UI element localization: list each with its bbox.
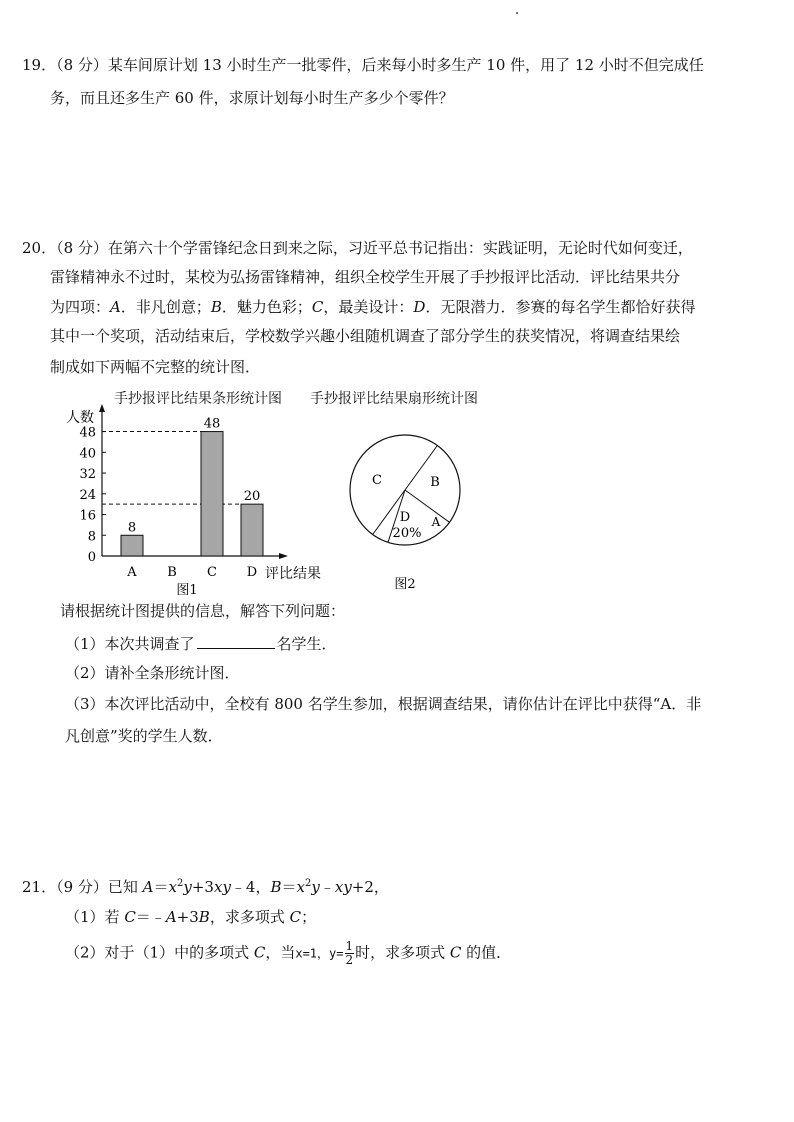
x-tick-label: A <box>127 565 137 580</box>
q20-sub3-line-1: （3）本次评比活动中，全校有 800 名学生参加，根据调查结果，请你估计在评比中获得“A．非 <box>65 695 702 713</box>
pie-chart <box>335 420 485 590</box>
bar-data-label: 20 <box>243 489 261 505</box>
y-tick-label: 40 <box>79 446 96 462</box>
q19-line-2: 务，而且还多生产 60 件，求原计划每小时生产多少个零件？ <box>50 89 454 107</box>
y-tick-label: 32 <box>79 467 96 483</box>
pie-slice-percent-D: 20% <box>392 526 422 541</box>
answer-blank[interactable] <box>197 634 275 649</box>
pie-slice-label-A: A <box>431 515 441 529</box>
q19-line-1: 19．（8 分）某车间原计划 13 小时生产一批零件，后来每小时多生产 10 件，用了 12 小时不但完成任 <box>22 56 704 74</box>
bar-C <box>201 432 223 556</box>
y-tick-label: 8 <box>87 529 96 545</box>
x-tick-label: B <box>167 565 177 580</box>
pie-chart-title: 手抄报评比结果扇形统计图 <box>310 391 478 407</box>
q20-line-1: 20．（8 分）在第六十个学雷锋纪念日到来之际，习近平总书记指出：实践证明，无论时代如何变迁， <box>22 239 693 257</box>
one-half-fraction: $\frac{1}{2}$ <box>345 939 354 967</box>
figure-2-label: 图2 <box>394 577 416 590</box>
bar-data-label: 48 <box>203 416 221 432</box>
q20-intro: 请根据统计图提供的信息，解答下列问题： <box>60 602 346 620</box>
y-axis-label: 人数 <box>66 410 94 426</box>
y-tick-label: 16 <box>79 508 96 524</box>
q21-sub1: （1）若 C＝﹣A+3B，求多项式 C； <box>65 908 317 926</box>
x-axis-label: 评比结果 <box>265 566 321 582</box>
bar-D <box>241 504 263 556</box>
bar-data-label: 8 <box>127 520 137 536</box>
q20-sub3-line-2: 凡创意”奖的学生人数． <box>65 727 223 745</box>
x-axis-arrow <box>279 553 288 559</box>
y-tick-label: 24 <box>79 487 96 503</box>
y-tick-label: 0 <box>87 550 96 565</box>
q21-head: 21．（9 分）已知 $A=x^2y+3xy﹣4$，$B=x^2y﹣xy+2$， <box>22 878 389 896</box>
pie-slice-label-B: B <box>430 475 440 490</box>
q21-sub2: （2）对于（1）中的多项式 C，当x=1，y= $\frac{1}{2}$ 时，求多项式 C 的值． <box>65 939 512 967</box>
bar-A <box>121 535 143 556</box>
y-axis-arrow <box>99 404 105 412</box>
figure-1-label: 图1 <box>176 583 198 598</box>
x-tick-label: C <box>207 565 217 580</box>
bar-chart-title: 手抄报评比结果条形统计图 <box>114 391 282 407</box>
x-tick-label: D <box>246 565 258 580</box>
bar-chart <box>60 404 350 598</box>
q20-line-2: 雷锋精神永不过时，某校为弘扬雷锋精神，组织全校学生开展了手抄报评比活动．评比结果共分 <box>50 268 681 286</box>
scan-speck <box>516 12 518 14</box>
y-tick-label: 48 <box>79 425 96 441</box>
q20-sub1: （1）本次共调查了 名学生． <box>65 635 337 653</box>
pie-slice-label-C: C <box>372 473 382 488</box>
q20-line-4: 其中一个奖项，活动结束后，学校数学兴趣小组随机调查了部分学生的获奖情况，将调查结果绘 <box>50 327 681 345</box>
q20-sub2: （2）请补全条形统计图． <box>65 664 240 682</box>
q20-line-3: 为四项：A．非凡创意；B．魅力色彩；C，最美设计：D．无限潜力．参赛的每名学生都恰好获得 <box>50 298 696 316</box>
pie-slice-label-D: D <box>399 510 411 525</box>
q20-line-5: 制成如下两幅不完整的统计图． <box>50 358 261 376</box>
